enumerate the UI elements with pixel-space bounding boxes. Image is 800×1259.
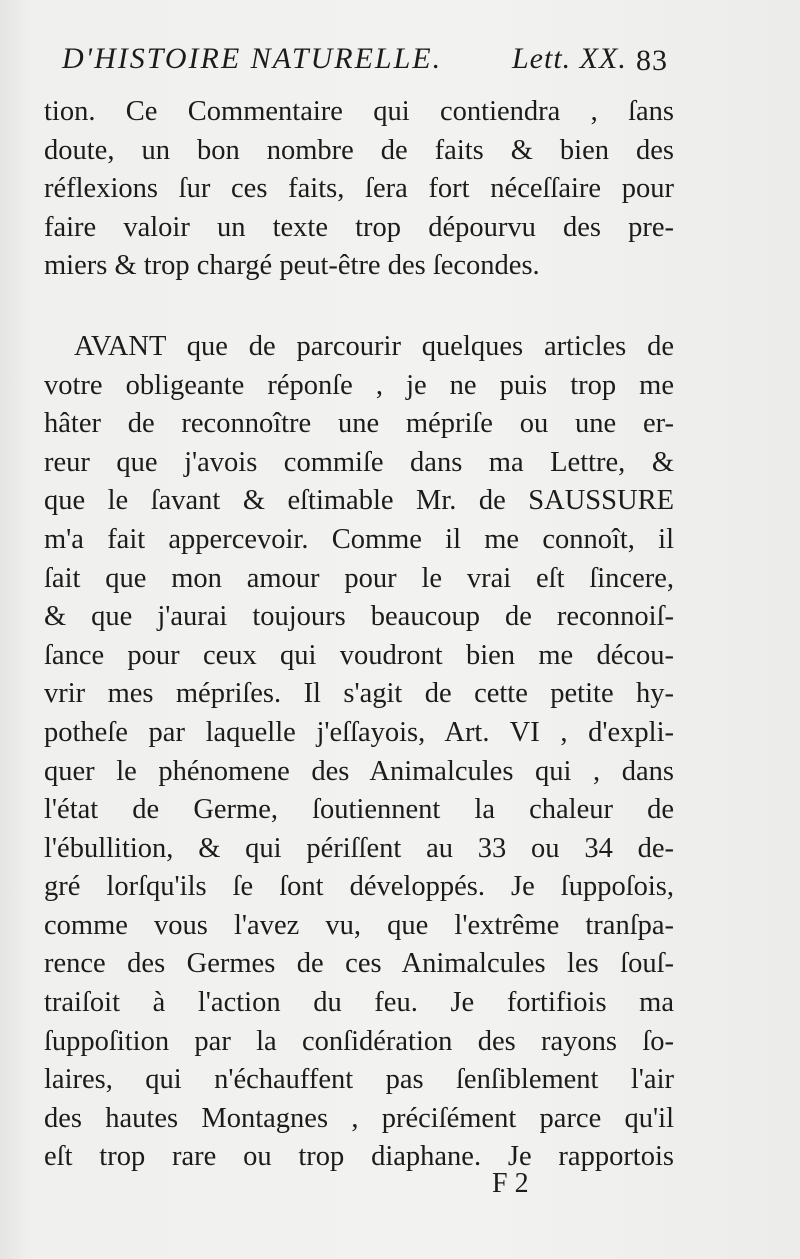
text-line: tion. Ce Commentaire qui contiendra , ſans <box>44 96 674 127</box>
text-line: des hautes Montagnes , préciſément parce qu'il <box>44 1102 674 1134</box>
running-title: D'HISTOIRE NATURELLE. <box>62 42 443 75</box>
text-line: laires, qui n'échauffent pas ſenſiblement l'air <box>44 1064 674 1096</box>
running-header <box>62 38 682 80</box>
text-line: m'a fait appercevoir. Comme il me connoît, il <box>44 523 674 555</box>
text-line: que le ſavant & eſtimable Mr. de SAUSSURE <box>44 485 674 517</box>
signature-mark: F 2 <box>492 1168 529 1199</box>
text-line: vrir mes mépriſes. Il s'agit de cette petite hy- <box>44 678 674 710</box>
text-line: réflexions ſur ces faits, ſera fort néceſſaire pour <box>44 173 674 205</box>
body-text <box>44 93 674 1177</box>
text-line: ſance pour ceux qui voudront bien me décou- <box>44 639 674 671</box>
text-line: ſait que mon amour pour le vrai eſt ſincere, <box>44 562 674 594</box>
text-line: eſt trop rare ou trop diaphane. Je rapportois <box>44 1141 674 1173</box>
paragraph-avant <box>44 328 674 1177</box>
text-line: ſuppoſition par la conſidération des rayons ſo- <box>44 1025 674 1057</box>
paragraph-continued <box>44 93 674 286</box>
text-line: miers & trop chargé peut-être des ſecondes. <box>44 250 540 282</box>
text-line: potheſe par laquelle j'eſſayois, Art. VI , d'expli- <box>44 716 674 748</box>
text-line: gré lorſqu'ils ſe ſont développés. Je ſuppoſois, <box>44 871 674 903</box>
text-line: l'ébullition, & qui périſſent au 33 ou 34 de- <box>44 832 674 864</box>
text-line: AVANT que de parcourir quelques articles de <box>74 330 674 362</box>
text-line: hâter de reconnoître une mépriſe ou une er- <box>44 408 674 440</box>
paragraph-gap <box>44 286 674 328</box>
text-line: rence des Germes de ces Animalcules les ſouſ- <box>44 948 674 980</box>
text-line: faire valoir un texte trop dépourvu des pre- <box>44 211 674 243</box>
text-line: l'état de Germe, ſoutiennent la chaleur de <box>44 794 674 826</box>
text-line: quer le phénomene des Animalcules qui , dans <box>44 755 674 787</box>
text-line: reur que j'avois commiſe dans ma Lettre, & <box>44 446 674 478</box>
text-line: comme vous l'avez vu, que l'extrême tranſpa- <box>44 909 674 941</box>
page-number: 83 <box>636 44 668 77</box>
text-line: doute, un bon nombre de faits & bien des <box>44 134 674 166</box>
text-line: & que j'aurai toujours beaucoup de reconnoiſ- <box>44 601 674 633</box>
letter-number: Lett. XX. <box>512 42 627 75</box>
text-line: traiſoit à l'action du feu. Je fortifiois ma <box>44 987 674 1019</box>
text-line: votre obligeante réponſe , je ne puis trop me <box>44 369 674 401</box>
